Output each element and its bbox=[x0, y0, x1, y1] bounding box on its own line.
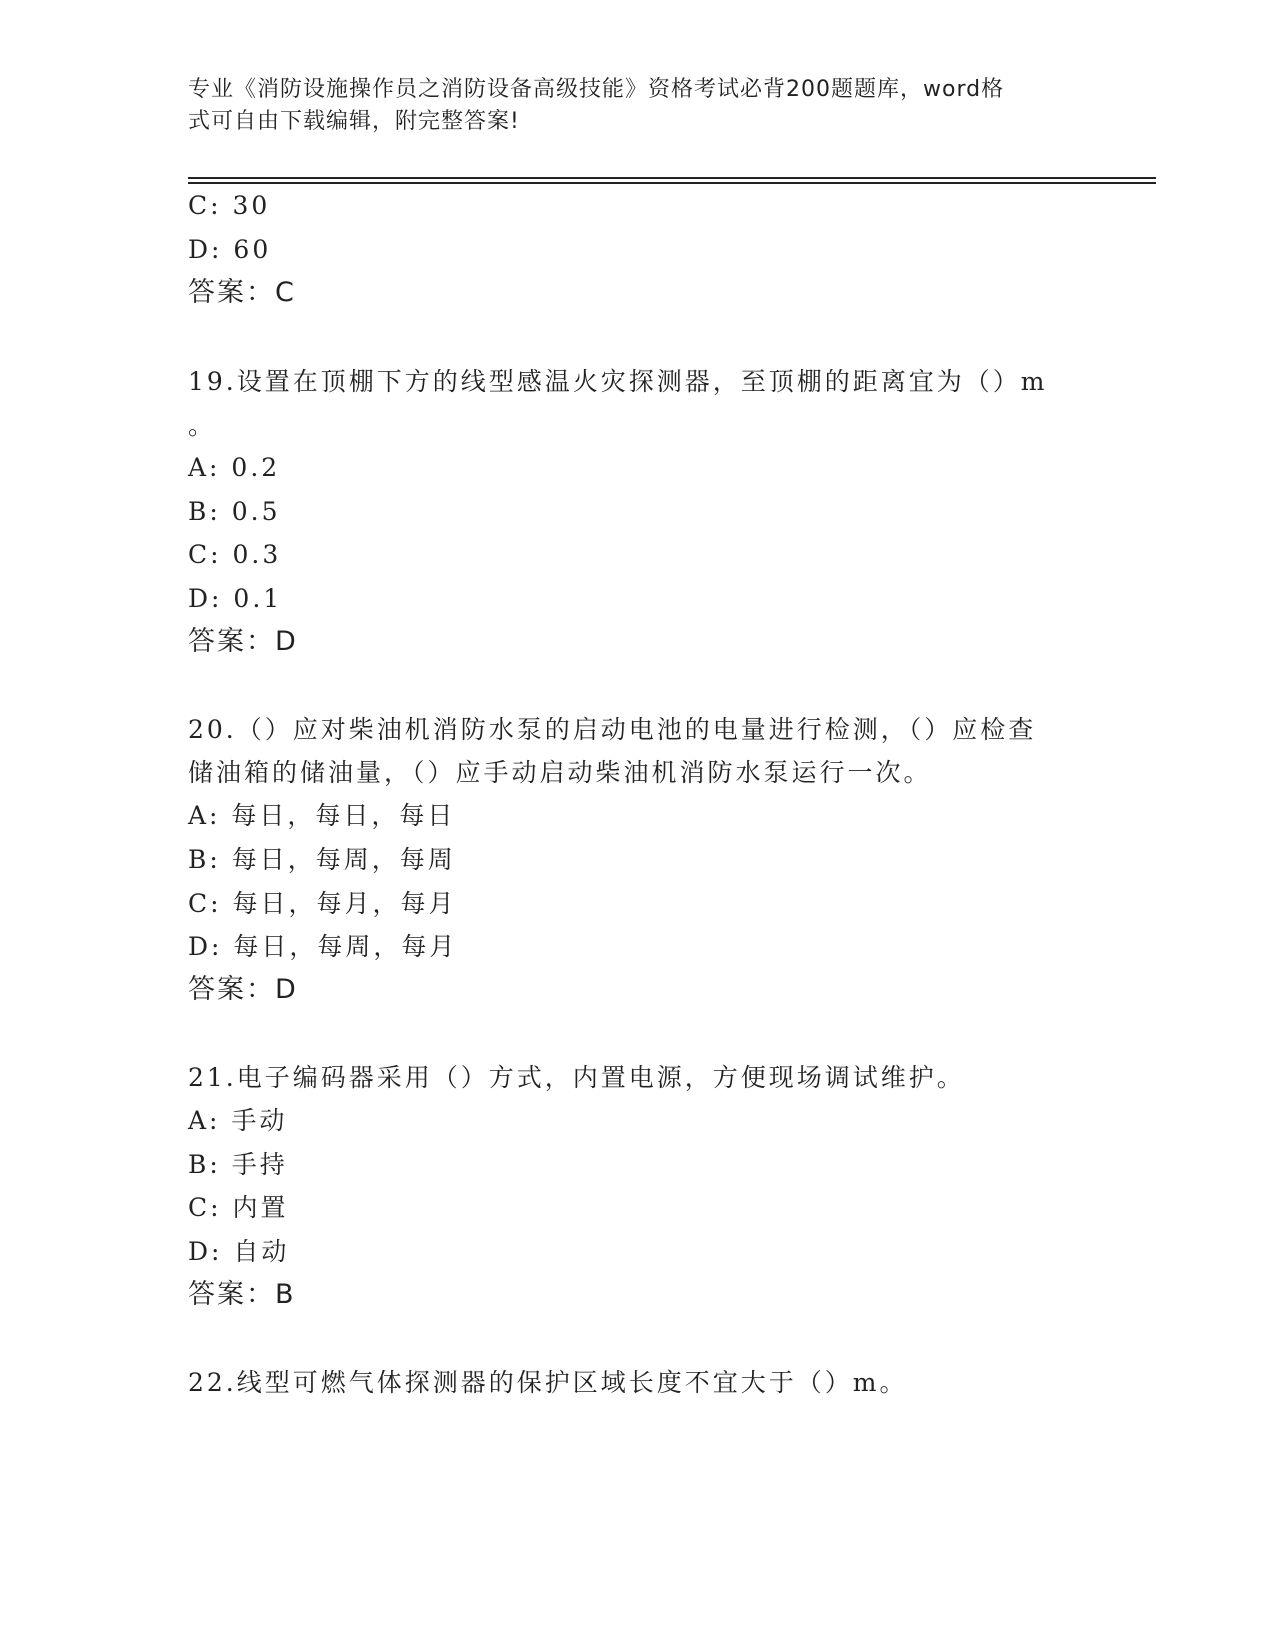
q18-option-c: C: 30 bbox=[188, 191, 271, 220]
q22-question-line-1: 22.线型可燃气体探测器的保护区域长度不宜大于（）m。 bbox=[188, 1368, 908, 1397]
q19-question-line-2: 。 bbox=[188, 411, 217, 440]
q19-answer: 答案：D bbox=[188, 626, 298, 657]
q19-option-c: C: 0.3 bbox=[188, 540, 282, 569]
q20-answer: 答案：D bbox=[188, 974, 298, 1005]
q21-option-c: C: 内置 bbox=[188, 1193, 289, 1222]
q20-option-c: C: 每日，每月，每月 bbox=[188, 889, 457, 918]
q19-option-a: A: 0.2 bbox=[188, 453, 281, 482]
q21-option-a: A: 手动 bbox=[188, 1106, 288, 1135]
q20-option-b: B: 每日，每周，每周 bbox=[188, 845, 456, 874]
q20-question-line-2: 储油箱的储油量，（）应手动启动柴油机消防水泵运行一次。 bbox=[188, 758, 932, 787]
header-rule-top bbox=[188, 177, 1156, 179]
document-header bbox=[188, 74, 1068, 138]
q21-question-line-1: 21.电子编码器采用（）方式，内置电源，方便现场调试维护。 bbox=[188, 1063, 965, 1092]
q20-option-d: D: 每日，每周，每月 bbox=[188, 932, 458, 961]
q21-option-d: D: 自动 bbox=[188, 1237, 290, 1266]
q20-option-a: A: 每日，每日，每日 bbox=[188, 801, 456, 830]
q18-option-d: D: 60 bbox=[188, 235, 272, 264]
header-rule-bottom bbox=[188, 182, 1156, 184]
header-title-line-2: 式可自由下载编辑，附完整答案! bbox=[188, 109, 520, 134]
header-title-line-1: 专业《消防设施操作员之消防设备高级技能》资格考试必背200题题库，word格 bbox=[188, 77, 1005, 102]
q21-option-b: B: 手持 bbox=[188, 1150, 288, 1179]
q18-answer: 答案：C bbox=[188, 277, 296, 308]
q20-question-line-1: 20.（）应对柴油机消防水泵的启动电池的电量进行检测，（）应检查 bbox=[188, 715, 1037, 744]
q19-question-line-1: 19.设置在顶棚下方的线型感温火灾探测器，至顶棚的距离宜为（）m bbox=[188, 367, 1048, 396]
q21-answer: 答案：B bbox=[188, 1279, 296, 1310]
q19-option-d: D: 0.1 bbox=[188, 584, 283, 613]
q19-option-b: B: 0.5 bbox=[188, 497, 281, 526]
